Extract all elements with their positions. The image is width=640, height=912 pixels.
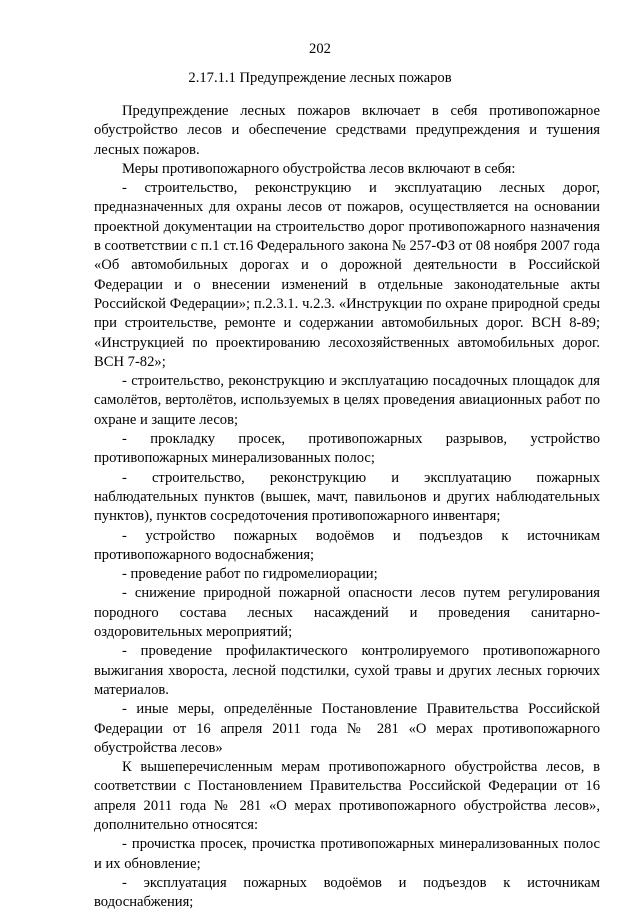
paragraph: - эксплуатация пожарных водоёмов и подъездов к источникам водоснабжения; <box>94 874 600 911</box>
paragraph: Меры противопожарного обустройства лесов включают в себя: <box>122 160 516 177</box>
paragraph: - прокладку просек, противопожарных разрывов, устройство противопожарных минерализованных полос; <box>94 431 600 467</box>
paragraph: - снижение природной пожарной опасности лесов путем регулирования породного состава лесных насаждений и проведения санитарно-оздоровительных мероприятий; <box>94 585 600 641</box>
paragraph: - строительство, реконструкцию и эксплуатацию лесных дорог, предназначенных для охраны лесов от пожаров, осуществляется на основании проектной документации на строительство дорог противопожарного назначения в соответствии с п.1 ст.16 Федерального закона № 257-ФЗ от 08 ноября 2007 года «Об автомобильных дорогах и о дорожной деятельности в Российской Федерации и о внесении изменений в отдельные законодательные акты Российской Федерации»; п.2.3.1. ч.2.3. «Инструкции по охране природной среды при строительстве, ремонте и содержании автомобильных дорог. ВСН 8-89; «Инструкцией по проектированию лесохозяйственных автомобильных дорог. ВСН 7-82»; <box>94 180 600 370</box>
paragraph: - прочистка просек, прочистка противопожарных минерализованных полос и их обновление; <box>94 836 600 872</box>
paragraph: - проведение работ по гидромелиорации; <box>122 566 378 583</box>
section-title: 2.17.1.1 Предупреждение лесных пожаров <box>188 70 452 86</box>
page-number: 202 <box>309 41 331 57</box>
paragraph: - иные меры, определённые Постановление Правительства Российской Федерации от 16 апреля 2011 года № 281 «О мерах противопожарного обустройства лесов» <box>94 701 600 756</box>
paragraph: - строительство, реконструкцию и эксплуатацию пожарных наблюдательных пунктов (вышек, мачт, павильонов и других наблюдательных пунктов), пунктов сосредоточения противопожарного инвентаря; <box>94 469 600 525</box>
paragraph: - строительство, реконструкцию и эксплуатацию посадочных площадок для самолётов, вертолётов, используемых в целях проведения авиационных работ по охране и защите лесов; <box>94 373 600 428</box>
paragraph: - устройство пожарных водоёмов и подъездов к источникам противопожарного водоснабжения; <box>94 527 600 563</box>
paragraph: - проведение профилактического контролируемого противопожарного выжигания хвороста, лесной подстилки, сухой травы и других лесных горючих материалов. <box>94 643 600 698</box>
body-text <box>94 102 600 912</box>
paragraph: Предупреждение лесных пожаров включает в себя противопожарное обустройство лесов и обеспечение средствами предупреждения и тушения лесных пожаров. <box>94 103 600 158</box>
paragraph: К вышеперечисленным мерам противопожарного обустройства лесов, в соответствии с Постановлением Правительства Российской Федерации от 16 апреля 2011 года № 281 «О мерах противопожарного обустройства лесов», дополнительно относятся: <box>94 759 600 833</box>
